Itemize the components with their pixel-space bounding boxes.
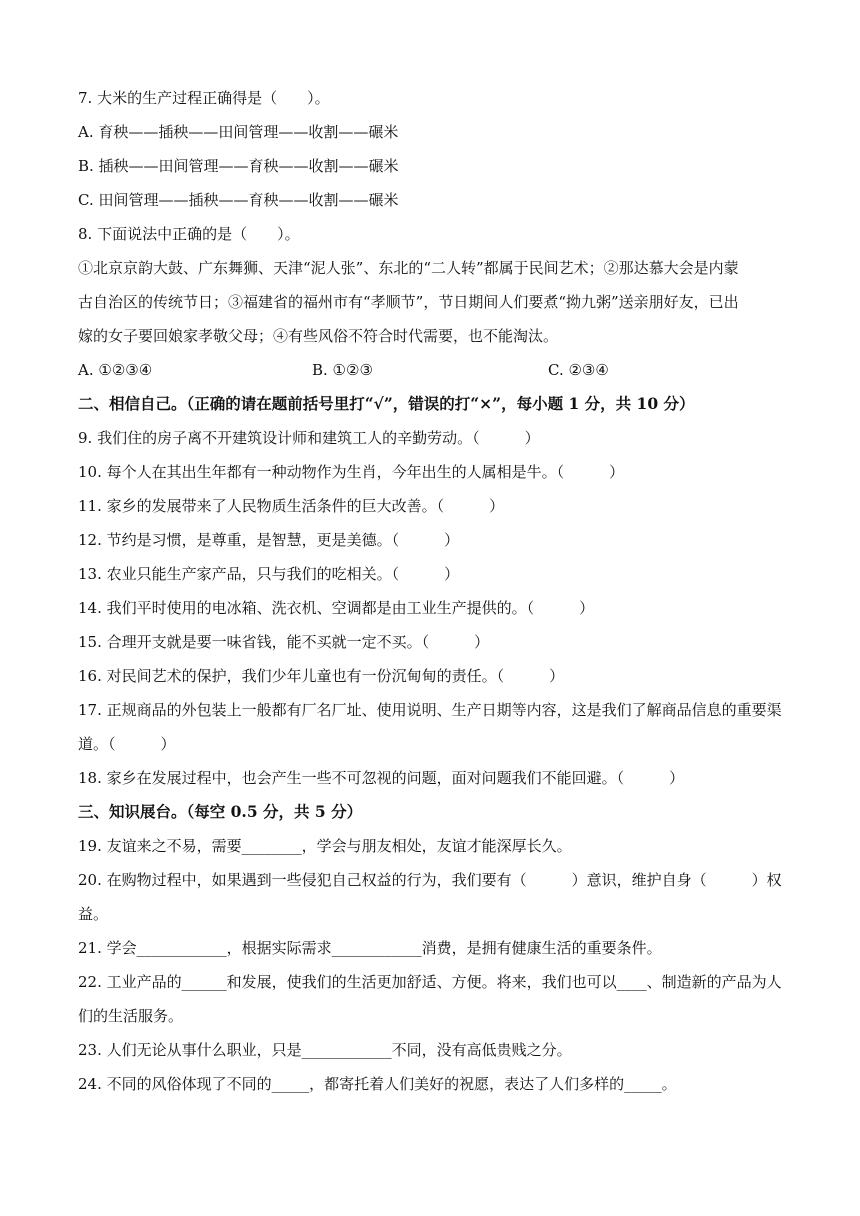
question-16: 16. 对民间艺术的保护，我们少年儿童也有一份沉甸甸的责任。（ ） <box>78 667 565 685</box>
question-17: 17. 正规商品的外包装上一般都有厂名厂址、使用说明、生产日期等内容，这是我们了解商品信息的重要渠 <box>78 701 782 719</box>
question-24: 24. 不同的风俗体现了不同的_____，都寄托着人们美好的祝愿，表达了人们多样的_____。 <box>78 1075 677 1093</box>
question-8-body-line: 古自治区的传统节日；③福建省的福州市有“孝顺节”，节日期间人们要煮“拗九粥”送亲朋好友，已出 <box>78 293 739 311</box>
question-7-option-b: B. 插秧——田间管理——育秧——收割——碾米 <box>78 157 399 175</box>
question-8-stem: 8. 下面说法中正确的是（ ）。 <box>78 225 300 243</box>
section-2-heading: 二、相信自己。（正确的请在题前括号里打“√”，错误的打“×”，每小题 1 分，共 10 分） <box>78 394 695 413</box>
question-23: 23. 人们无论从事什么职业，只是____________不同，没有高低贵贱之分。 <box>78 1041 572 1059</box>
question-22-continued: 们的生活服务。 <box>78 1007 184 1025</box>
question-7-option-a: A. 育秧——插秧——田间管理——收割——碾米 <box>78 123 399 141</box>
question-15: 15. 合理开支就是要一味省钱，能不买就一定不买。（ ） <box>78 633 490 651</box>
question-13: 13. 农业只能生产家产品，只与我们的吃相关。（ ） <box>78 565 460 583</box>
question-19: 19. 友谊来之不易，需要________，学会与朋友相处，友谊才能深厚长久。 <box>78 837 572 855</box>
question-22: 22. 工业产品的______和发展，使我们的生活更加舒适、方便。将来，我们也可以____、制造新的产品为人 <box>78 973 782 991</box>
question-14: 14. 我们平时使用的电冰箱、洗衣机、空调都是由工业生产提供的。（ ） <box>78 599 595 617</box>
question-18: 18. 家乡在发展过程中，也会产生一些不可忽视的问题，面对问题我们不能回避。（ ） <box>78 769 685 787</box>
question-12: 12. 节约是习惯，是尊重，是智慧，更是美德。（ ） <box>78 531 460 549</box>
question-9: 9. 我们住的房子离不开建筑设计师和建筑工人的辛勤劳动。（ ） <box>78 429 540 447</box>
question-8-option-b: B. ①②③ <box>312 361 373 379</box>
question-17-continued: 道。（ ） <box>78 735 176 753</box>
question-7-option-c: C. 田间管理——插秧——育秧——收割——碾米 <box>78 191 399 209</box>
question-8-body-line: ①北京京韵大鼓、广东舞狮、天津“泥人张”、东北的“二人转”都属于民间艺术；②那达慕大会是内蒙 <box>78 259 739 277</box>
section-3-heading: 三、知识展台。（每空 0.5 分，共 5 分） <box>78 802 363 821</box>
question-8-option-c: C. ②③④ <box>548 361 609 379</box>
question-20-continued: 益。 <box>78 905 109 923</box>
question-7-stem: 7. 大米的生产过程正确得是（ ）。 <box>78 89 330 107</box>
question-8-option-a: A. ①②③④ <box>78 361 153 379</box>
question-10: 10. 每个人在其出生年都有一种动物作为生肖，今年出生的人属相是牛。（ ） <box>78 463 625 481</box>
question-20: 20. 在购物过程中，如果遇到一些侵犯自己权益的行为，我们要有（ ）意识，维护自身（ ）权 <box>78 871 782 889</box>
question-21: 21. 学会____________，根据实际需求____________消费，是拥有健康生活的重要条件。 <box>78 939 662 957</box>
question-11: 11. 家乡的发展带来了人民物质生活条件的巨大改善。（ ） <box>78 497 505 515</box>
question-8-body-line: 嫁的女子要回娘家孝敬父母；④有些风俗不符合时代需要，也不能淘汰。 <box>78 327 559 345</box>
